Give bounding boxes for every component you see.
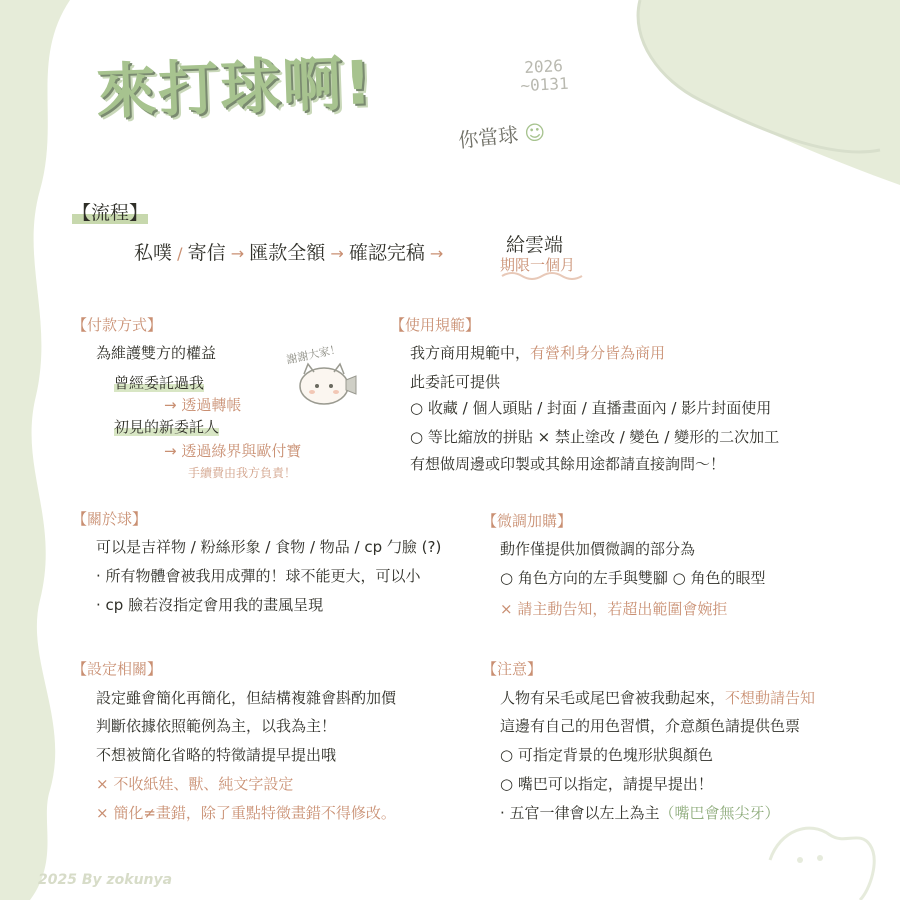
notice-line-5-text: · 五官一律會以左上為主: [500, 804, 660, 822]
notice-line-5: [500, 802, 780, 823]
usage-line-1-highlight: 有營利身分皆為商用: [530, 344, 666, 362]
notice-line-1: [500, 687, 815, 708]
payment-new-client-text: 初見的新委託人: [114, 418, 220, 436]
payment-intro: 為維護雙方的權益: [96, 344, 217, 362]
arrow-icon: →: [164, 442, 182, 460]
settings-heading: 【設定相關】: [72, 660, 163, 678]
arrow-icon: →: [164, 396, 182, 414]
flow-step-4: 確認完稿: [348, 242, 425, 264]
flow-step-5: 給雲端: [506, 234, 564, 256]
payment-returning-text: 曾經委託過我: [114, 374, 205, 392]
notice-line-2: 這邊有自己的用色習慣，介意顏色請提供色票: [500, 717, 801, 735]
notice-heading: 【注意】: [482, 660, 543, 678]
usage-line-1-text: 我方商用規範中，: [410, 344, 531, 362]
ball-line-2: · 所有物體會被我用成彈的！球不能更大，可以小: [96, 567, 421, 585]
flow-arrow-icon: →: [429, 244, 444, 263]
smiley-ball-icon: ☺: [523, 119, 547, 146]
wavy-underline: [500, 270, 590, 280]
page-title: 來打球啊!: [95, 48, 375, 128]
doodle-caption: 謝謝大家！: [285, 342, 342, 367]
event-date: [519, 57, 569, 95]
settings-line-5: × 簡化≠畫錯，除了重點特徵畫錯不得修改。: [96, 804, 396, 822]
payment-returning-client: [114, 372, 204, 393]
addon-line-3: × 請主動告知，若超出範圍會婉拒: [500, 600, 728, 618]
notice-line-4: ○ 嘴巴可以指定，請提早提出！: [500, 775, 713, 793]
usage-line-5: 有想做周邊或印製或其餘用途都請直接詢問～！: [410, 455, 726, 473]
notice-line-1-highlight: 不想動請告知: [725, 689, 816, 707]
flow-heading: [72, 198, 148, 225]
settings-line-2: 判斷依據依照範例為主，以我為主！: [96, 717, 337, 735]
flow-step-1: 私噗: [134, 242, 173, 264]
payment-returning-method: [164, 394, 241, 415]
notice-line-3: ○ 可指定背景的色塊形狀與顏色: [500, 746, 713, 764]
payment-new-client: [114, 416, 219, 437]
settings-line-3: 不想被簡化省略的特徵請提早提出哦: [96, 746, 337, 764]
usage-heading: 【使用規範】: [390, 316, 481, 334]
addon-heading: 【微調加購】: [482, 512, 573, 530]
usage-line-1: [410, 342, 665, 363]
usage-line-4: ○ 等比縮放的拼貼 × 禁止塗改 / 變色 / 變形的二次加工: [410, 428, 780, 446]
notice-line-5-note: （嘴巴會無尖牙）: [659, 804, 780, 822]
subtitle-text: 你當球: [457, 122, 520, 153]
payment-heading: 【付款方式】: [72, 316, 163, 334]
flow-arrow-icon: →: [330, 244, 344, 263]
ball-line-1: 可以是吉祥物 / 粉絲形象 / 食物 / 物品 / cp 勹臉 (?): [96, 538, 442, 556]
payment-new-method: [164, 440, 301, 461]
payment-new-method-text: 透過綠界與歐付寶: [181, 442, 302, 460]
payment-returning-method-text: 透過轉帳: [181, 396, 242, 414]
flow-step-2: 寄信: [187, 242, 226, 264]
flow-deadline-note: 期限一個月: [500, 256, 576, 274]
date-monthday: ~0131: [519, 73, 570, 96]
payment-fee-note: 手續費由我方負責！: [188, 466, 297, 480]
addon-line-2: ○ 角色方向的左手與雙腳 ○ 角色的眼型: [500, 569, 766, 587]
cat-doodle-icon: [290, 360, 360, 410]
artist-signature: 2025 By zokunya: [38, 872, 173, 888]
flow-steps: [134, 238, 443, 265]
date-year: 2026: [523, 56, 564, 78]
ball-heading: 【關於球】: [72, 510, 148, 528]
ball-line-3: · cp 臉若沒指定會用我的畫風呈現: [96, 596, 324, 614]
flow-step-3: 匯款全額: [249, 242, 326, 264]
usage-line-3: ○ 收藏 / 個人頭貼 / 封面 / 直播畫面內 / 影片封面使用: [410, 399, 772, 417]
flow-separator: /: [177, 244, 183, 263]
settings-line-4: × 不收紙娃、獸、純文字設定: [96, 775, 294, 793]
flow-arrow-icon: →: [230, 244, 245, 263]
addon-line-1: 動作僅提供加價微調的部分為: [500, 540, 696, 558]
settings-line-1: 設定雖會簡化再簡化，但結構複雜會斟酌加價: [96, 689, 397, 707]
flow-heading-text: 【流程】: [72, 202, 149, 224]
notice-line-1-text: 人物有呆毛或尾巴會被我動起來，: [500, 689, 726, 707]
usage-line-2: 此委託可提供: [410, 373, 501, 391]
